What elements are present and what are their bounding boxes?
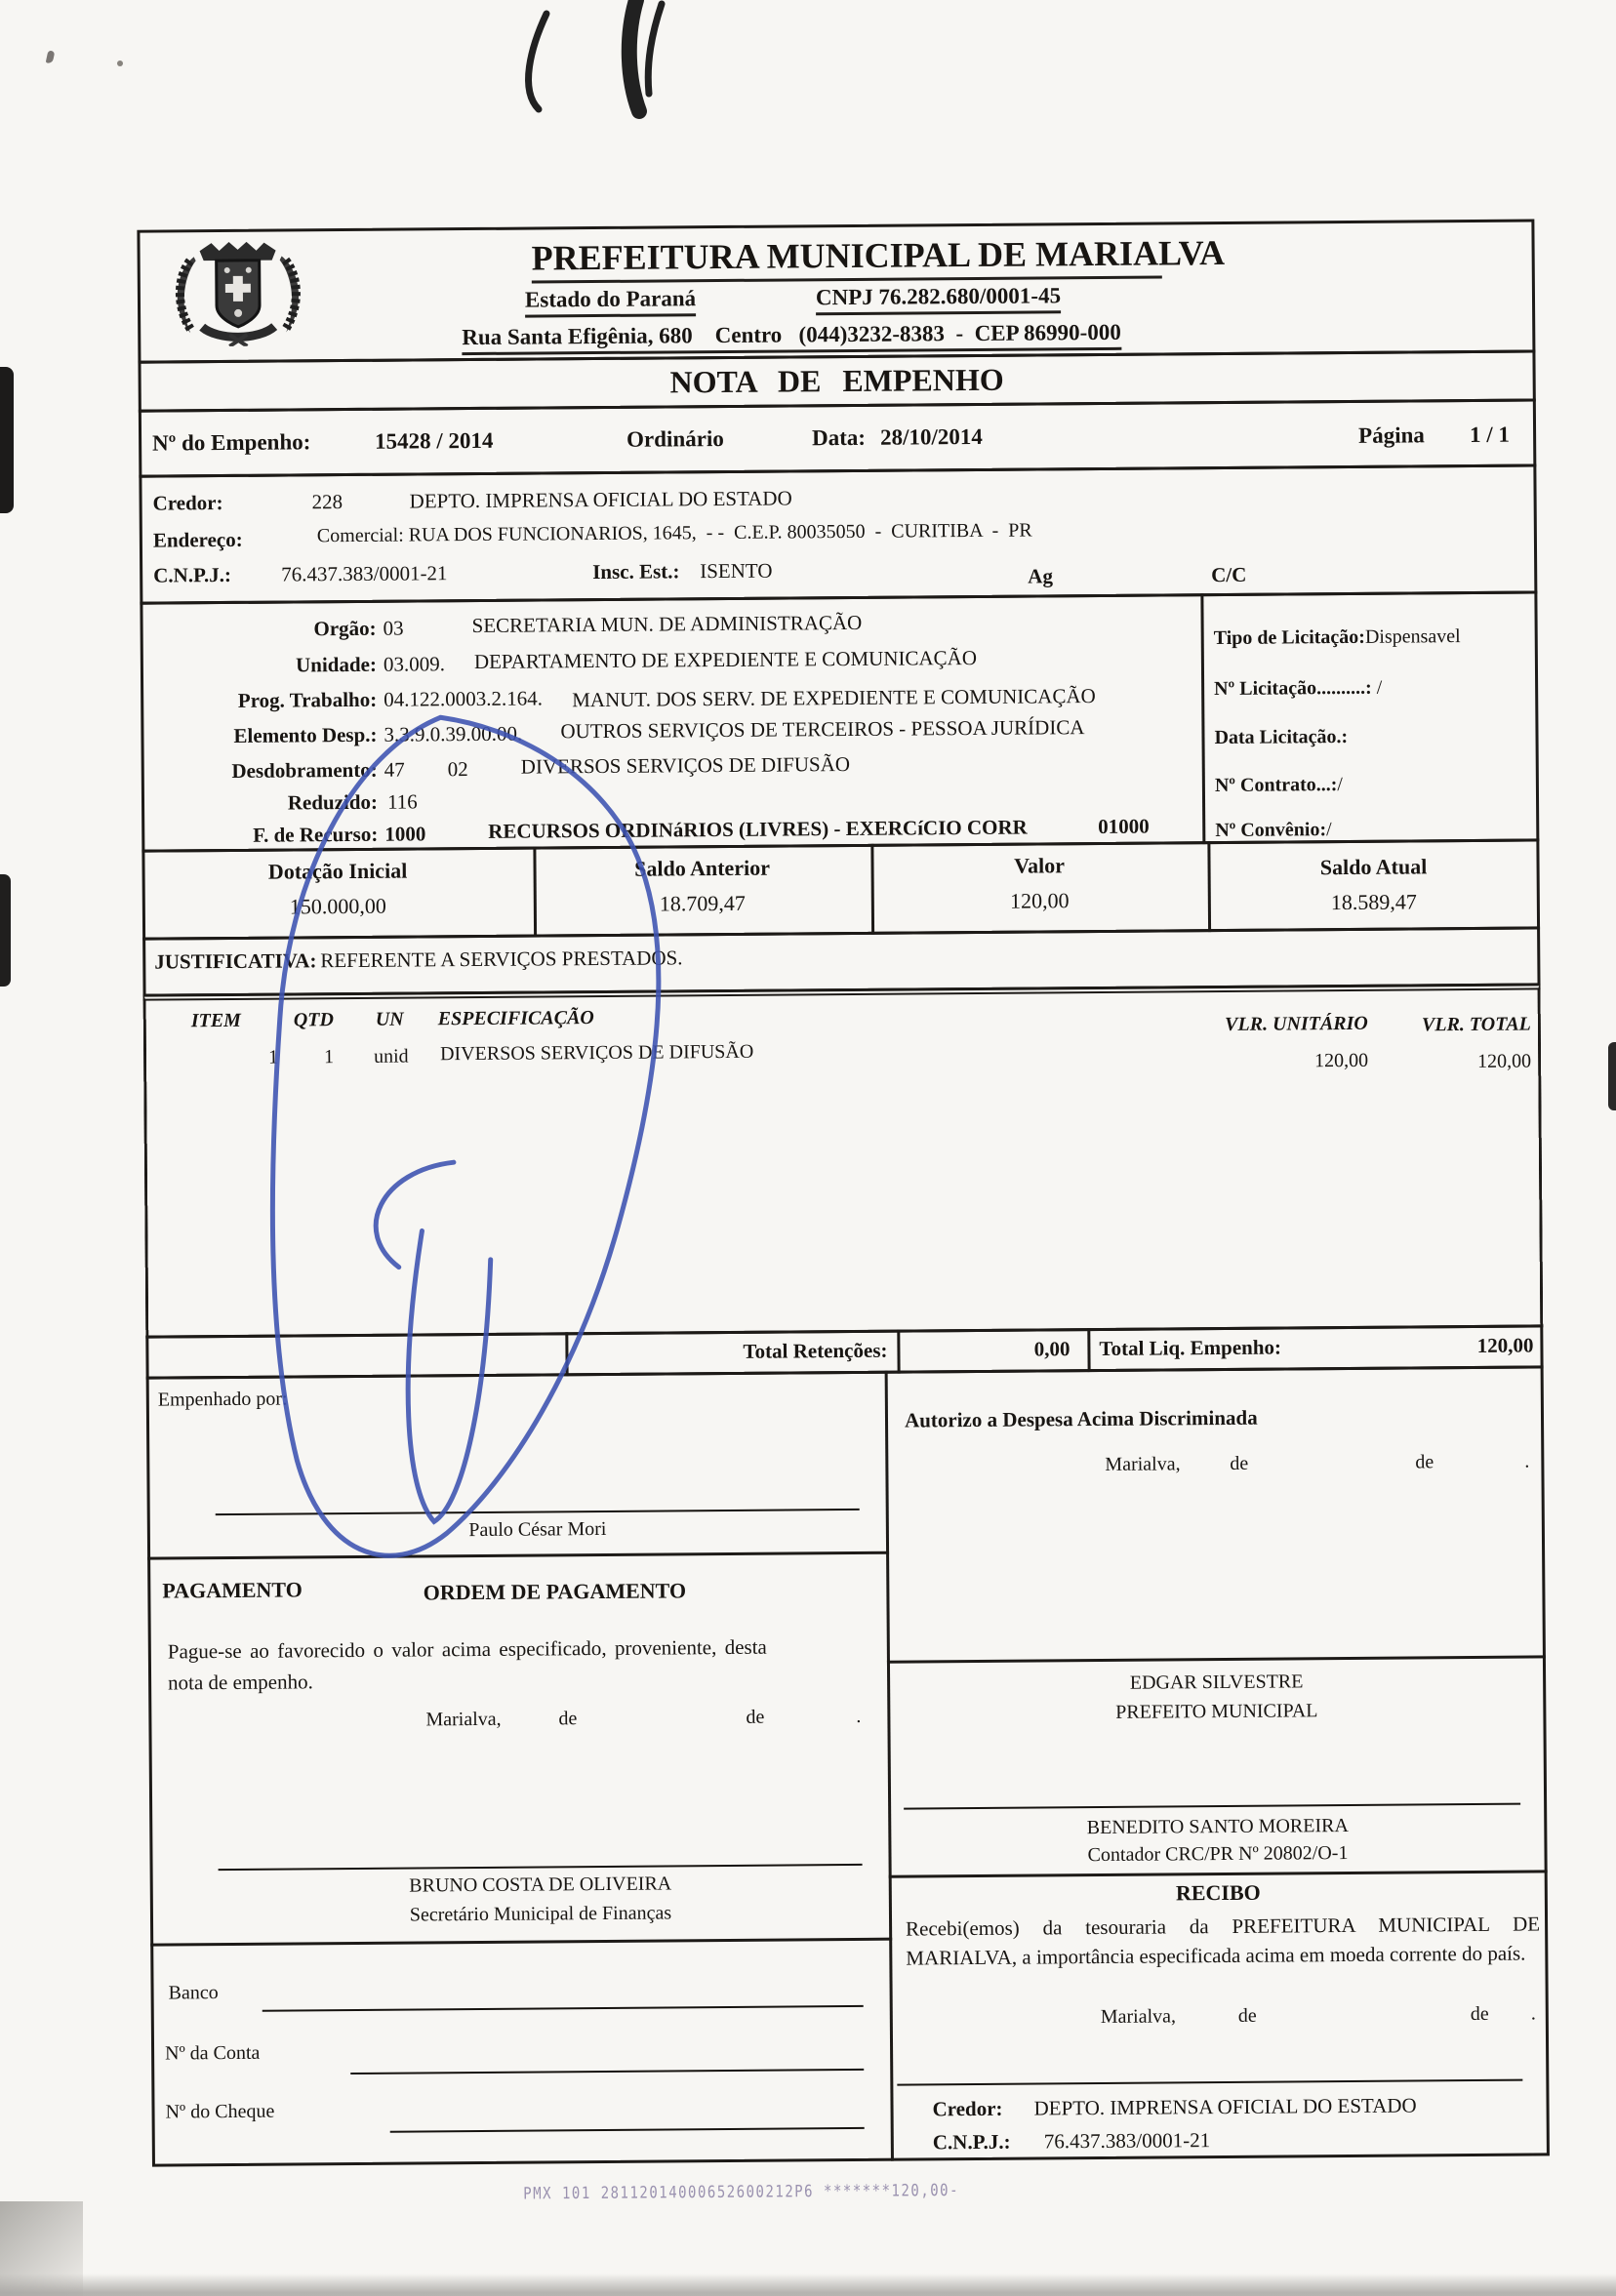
classif-codigo: 3.3.9.0.39.00.00.	[384, 721, 523, 746]
classif-label: Unidade:	[295, 652, 378, 677]
resumo-label: Saldo Anterior	[634, 855, 771, 881]
classif-descricao: OUTROS SERVIÇOS DE TERCEIROS - PESSOA JURÍDICA	[560, 715, 1085, 744]
blue-pen-scribble	[142, 625, 736, 1567]
total-retencoes-valor: 0,00	[1033, 1337, 1071, 1361]
assinatura2-cargo: Secretário Municipal de Finanças	[409, 1902, 672, 1926]
recibo-credor-label: Credor:	[932, 2096, 1003, 2121]
licitacao-valor: /	[1326, 819, 1332, 841]
ponto: .	[856, 1705, 862, 1727]
prefeito-cargo: PREFEITO MUNICIPAL	[1115, 1700, 1318, 1723]
dot-matrix-print: PMX 101 28112014000652600212P6 *******120,00-	[523, 2181, 960, 2204]
item-qtd: 1	[323, 1046, 335, 1068]
resumo-valor: 18.589,47	[1330, 889, 1417, 915]
classif-descricao: MANUT. DOS SERV. DE EXPEDIENTE E COMUNICAÇÃO	[572, 684, 1096, 712]
resumo-label: Dotação Inicial	[267, 858, 408, 884]
cidade: Marialva,	[1105, 1453, 1181, 1475]
recibo-credor-nome: DEPTO. IMPRENSA OFICIAL DO ESTADO	[1033, 2093, 1417, 2120]
classif-label: Reduzido:	[287, 789, 379, 815]
credor-nome: DEPTO. IMPRENSA OFICIAL DO ESTADO	[409, 486, 792, 513]
de: de	[1415, 1451, 1434, 1473]
black-pen-mark	[480, 0, 695, 127]
licitacao-row	[1214, 625, 1461, 650]
scan-edge-blob-2	[0, 874, 11, 987]
col-un: UN	[375, 1008, 404, 1030]
resumo-label: Saldo Atual	[1319, 854, 1428, 880]
licitacao-label: Nº Convênio:	[1215, 819, 1327, 842]
classif-label: Prog. Trabalho:	[237, 687, 378, 712]
scan-edge-blob-right	[1608, 1042, 1616, 1110]
scan-bottom-edge	[0, 2274, 1616, 2296]
recibo-texto: Recebi(emos) da tesouraria da PREFEITURA MUNICIPAL DE MARIALVA, a importância especificada acima em moeda corrente do país.	[906, 1912, 1541, 1971]
classif-codigo: 116	[386, 789, 418, 814]
col-item: ITEM	[190, 1009, 241, 1032]
item-especificacao: DIVERSOS SERVIÇOS DE DIFUSÃO	[439, 1040, 754, 1066]
justificativa-texto: REFERENTE A SERVIÇOS PRESTADOS.	[320, 946, 683, 973]
licitacao-row	[1214, 677, 1382, 701]
credor-label: Credor:	[152, 491, 223, 515]
licitacao-valor: Dispensavel	[1364, 625, 1461, 648]
col-especificacao: ESPECIFICAÇÃO	[437, 1007, 594, 1030]
classif-label: Orgão:	[313, 616, 377, 641]
total-liquido-label: Total Liq. Empenho:	[1099, 1335, 1282, 1360]
item-vlr-unitario: 120,00	[1314, 1049, 1369, 1072]
ponto: .	[1524, 1450, 1530, 1472]
contador-nome: BENEDITO SANTO MOREIRA	[1086, 1815, 1349, 1839]
licitacao-row	[1215, 774, 1343, 797]
totais-divider-2	[897, 1330, 900, 1374]
credor-codigo: 228	[311, 490, 343, 514]
licitacao-label: Nº Contrato...:	[1214, 774, 1338, 797]
total-liquido-valor: 120,00	[1476, 1333, 1534, 1357]
total-retencoes-label: Total Retenções:	[743, 1338, 888, 1363]
de: de	[558, 1708, 578, 1730]
scan-speck-dot	[117, 60, 123, 66]
resumo-label: Valor	[1014, 853, 1066, 878]
licitacao-valor: /	[1371, 676, 1383, 699]
document-title: NOTA DE EMPENHO	[669, 361, 1004, 400]
justificativa-label: JUSTIFICATIVA:	[154, 948, 317, 974]
licitacao-row	[1215, 819, 1332, 842]
classif-descricao: RECURSOS ORDINáRIOS (LIVRES) - EXERCíCIO CORR	[488, 815, 1028, 843]
header-estado: Estado do Paraná	[525, 286, 696, 318]
credor-cc-label: C/C	[1211, 562, 1247, 587]
resumo-valor: 120,00	[1009, 888, 1070, 913]
de: de	[746, 1706, 765, 1728]
item-numero: 1	[267, 1046, 279, 1068]
classif-label: Desdobramento:	[231, 757, 378, 783]
credor-endereco-label: Endereço:	[152, 527, 243, 552]
licitacao-label: Tipo de Licitação:	[1213, 625, 1365, 650]
resumo-valor: 18.709,47	[659, 890, 746, 916]
pague-se-texto: Pague-se ao favorecido o valor acima especificado, proveniente, desta nota de empenho.	[167, 1634, 767, 1694]
empenho-data-label: Data:	[812, 424, 867, 451]
ordem-pagamento-titulo: ORDEM DE PAGAMENTO	[423, 1578, 687, 1605]
classif-codigo: 04.122.0003.2.164.	[384, 686, 544, 711]
credor-cnpj: 76.437.383/0001-21	[281, 561, 448, 586]
col-vlr-unitario: VLR. UNITÁRIO	[1225, 1012, 1368, 1035]
classif-descricao: DIVERSOS SERVIÇOS DE DIFUSÃO	[520, 751, 851, 779]
classif-descricao: SECRETARIA MUN. DE ADMINISTRAÇÃO	[471, 610, 863, 638]
licitacao-row	[1214, 726, 1348, 749]
de: de	[1230, 1452, 1249, 1474]
de: de	[1470, 2002, 1489, 2026]
classif-label: F. de Recurso:	[253, 822, 379, 847]
orgao-title: PREFEITURA MUNICIPAL DE MARIALVA	[531, 233, 1161, 283]
conta-label: Nº da Conta	[164, 2041, 261, 2065]
scan-edge-blob-1	[0, 367, 14, 513]
classif-codigo: 03	[383, 616, 404, 640]
empenho-data: 28/10/2014	[879, 423, 983, 450]
autorizo-titulo: Autorizo a Despesa Acima Discriminada	[904, 1405, 1258, 1432]
empenhado-label: Empenhado por:	[157, 1388, 288, 1411]
resumo-valor: 150.000,00	[289, 893, 386, 919]
recibo-titulo: RECIBO	[1175, 1879, 1261, 1906]
credor-endereco: Comercial: RUA DOS FUNCIONARIOS, 1645, - - C.E.P. 80035050 - CURITIBA - PR	[316, 519, 1032, 547]
cidade: Marialva,	[1100, 2005, 1177, 2029]
credor-ag-label: Ag	[1028, 564, 1053, 588]
cheque-label: Nº do Cheque	[165, 2100, 275, 2123]
licitacao-label: Nº Licitação..........:	[1214, 676, 1372, 701]
assinatura1-nome: Paulo César Mori	[468, 1517, 607, 1542]
assinatura2-nome: BRUNO COSTA DE OLIVEIRA	[409, 1873, 672, 1897]
header-endereco: Rua Santa Efigênia, 680 Centro (044)3232-8383 - CEP 86990-000	[462, 320, 1121, 356]
empenho-numero-label: Nº do Empenho:	[152, 429, 311, 456]
licitacao-label: Data Licitação.:	[1214, 725, 1349, 749]
recibo-cnpj-label: C.N.P.J.:	[932, 2129, 1011, 2155]
classif-extra: 01000	[1098, 814, 1150, 838]
credor-cnpj-label: C.N.P.J.:	[153, 562, 232, 587]
item-vlr-total: 120,00	[1477, 1050, 1532, 1072]
item-un: unid	[373, 1045, 409, 1067]
licitacao-valor: /	[1337, 774, 1344, 796]
classif-codigo: 1000	[384, 822, 426, 846]
classif-codigo2: 02	[447, 757, 468, 782]
col-qtd: QTD	[293, 1009, 334, 1031]
de: de	[1237, 2004, 1257, 2027]
prefeito-nome: EDGAR SILVESTRE	[1129, 1671, 1304, 1694]
recibo-cnpj: 76.437.383/0001-21	[1043, 2128, 1211, 2154]
ponto: .	[1530, 2002, 1536, 2025]
empenho-tipo: Ordinário	[626, 425, 724, 452]
pagamento-titulo: PAGAMENTO	[162, 1577, 303, 1603]
credor-insc: ISENTO	[700, 558, 773, 584]
cidade: Marialva,	[425, 1708, 502, 1731]
header-cnpj: CNPJ 76.282.680/0001-45	[816, 283, 1061, 315]
classif-codigo: 47	[384, 757, 405, 782]
classif-codigo: 03.009.	[383, 652, 445, 676]
classif-label: Elemento Desp.:	[233, 722, 378, 747]
marialva-coat-of-arms-icon	[160, 238, 315, 346]
classif-descricao: DEPARTAMENTO DE EXPEDIENTE E COMUNICAÇÃO	[473, 645, 978, 674]
contador-cargo: Contador CRC/PR Nº 20802/O-1	[1087, 1842, 1349, 1867]
banco-label: Banco	[168, 1982, 219, 2004]
empenho-numero: 15428 / 2014	[375, 427, 494, 454]
empenho-pagina: 1 / 1	[1469, 422, 1511, 447]
credor-insc-label: Insc. Est.:	[592, 559, 680, 584]
empenho-pagina-label: Página	[1357, 423, 1425, 448]
totais-divider-3	[1087, 1328, 1090, 1372]
col-vlr-total: VLR. TOTAL	[1421, 1013, 1531, 1036]
